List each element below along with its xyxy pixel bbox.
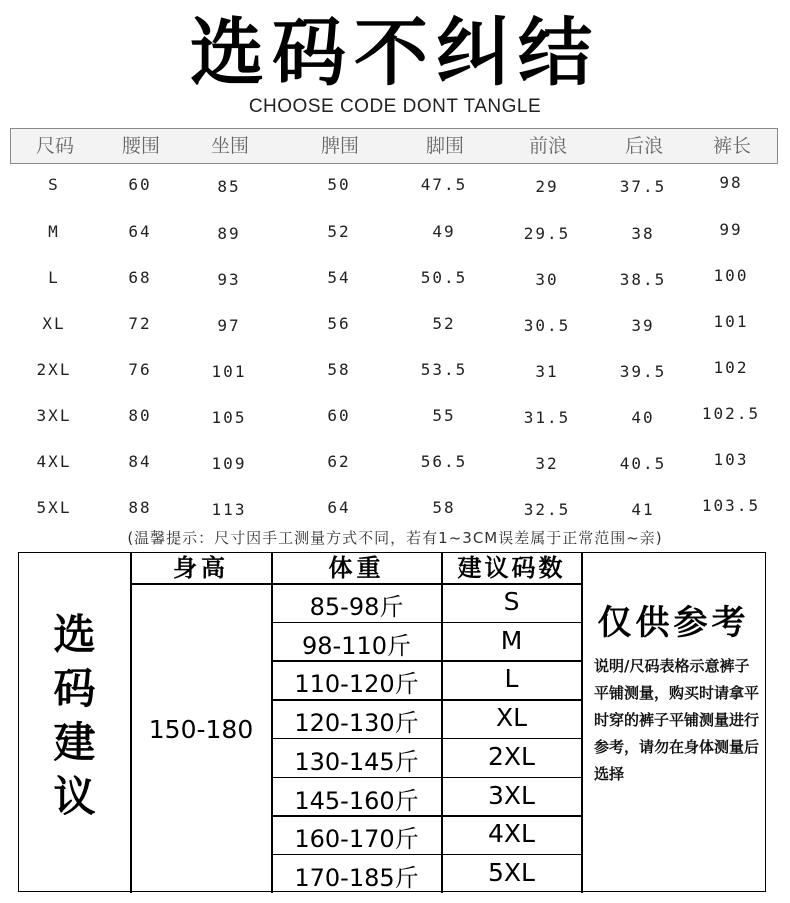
weight-range: 160-170斤 xyxy=(294,825,419,854)
recommended-size: 2XL xyxy=(488,741,535,771)
size-table-cell: 32 xyxy=(535,454,559,473)
weight-range: 130-145斤 xyxy=(294,747,419,776)
header-weight: 体重 xyxy=(328,554,385,582)
size-table-cell: 101 xyxy=(211,362,247,381)
size-header-cell: 坐围 xyxy=(210,135,250,157)
size-header-cell: 脾围 xyxy=(320,135,360,157)
recommend-label-char: 建 xyxy=(53,718,96,767)
size-table-cell: 50.5 xyxy=(420,268,468,287)
header-height: 身高 xyxy=(173,554,229,582)
header-recommended-size: 建议码数 xyxy=(457,554,566,582)
size-header-cell: 后浪 xyxy=(624,135,664,157)
size-table-cell: 38 xyxy=(631,224,655,243)
size-table-cell: 31.5 xyxy=(523,408,571,427)
size-table-cell: 105 xyxy=(211,408,247,427)
recommended-size: 3XL xyxy=(488,780,535,810)
size-table-cell: 93 xyxy=(217,270,241,289)
size-table-cell: 113 xyxy=(211,500,247,519)
size-table-cell: 56.5 xyxy=(420,452,468,471)
size-table-cell: 99 xyxy=(719,220,743,239)
size-recommendation-table xyxy=(18,552,766,892)
size-table-cell: 98 xyxy=(719,173,743,192)
recommended-size: 4XL xyxy=(488,819,535,849)
size-table-cell: 89 xyxy=(217,224,241,243)
size-table-cell: 32.5 xyxy=(523,500,571,519)
size-table-cell: 88 xyxy=(128,498,152,517)
weight-range: 170-185斤 xyxy=(294,863,419,892)
recommend-label xyxy=(19,608,130,824)
size-header-cell: 脚围 xyxy=(425,135,465,157)
size-table-cell: 3XL xyxy=(36,406,72,425)
size-table-cell: 72 xyxy=(128,314,152,333)
size-table-cell: 84 xyxy=(128,452,152,471)
size-table-cell: 60 xyxy=(128,175,152,194)
size-table-cell: 58 xyxy=(327,360,351,379)
size-header-cell: 前浪 xyxy=(528,135,568,157)
weight-range: 85-98斤 xyxy=(309,593,404,621)
size-table-cell: 37.5 xyxy=(619,177,667,196)
size-table-cell: L xyxy=(48,268,60,287)
page-title: 选码不纠结 xyxy=(190,10,600,96)
recommend-label-char: 议 xyxy=(53,772,96,821)
size-table-cell: S xyxy=(48,175,60,194)
size-table-cell: 54 xyxy=(327,268,351,287)
size-table-cell: 39 xyxy=(631,316,655,335)
size-table-cell: 85 xyxy=(217,177,241,196)
size-table-cell: 64 xyxy=(128,222,152,241)
size-table-cell: 39.5 xyxy=(619,362,667,381)
size-table-cell: 38.5 xyxy=(619,270,667,289)
size-table-cell: 29 xyxy=(535,177,559,196)
size-table-cell: 102.5 xyxy=(701,404,761,423)
weight-range: 145-160斤 xyxy=(294,786,419,815)
size-table-cell: 101 xyxy=(713,312,749,331)
height-range: 150-180 xyxy=(148,715,254,744)
grid-line xyxy=(130,583,582,585)
size-table-cell: 80 xyxy=(128,406,152,425)
size-table-cell: 49 xyxy=(432,222,456,241)
size-table-cell: 2XL xyxy=(36,360,72,379)
size-table-cell: 109 xyxy=(211,454,247,473)
size-table-cell: 102 xyxy=(713,358,749,377)
size-header-cell: 裤长 xyxy=(712,135,752,157)
size-table-cell: 97 xyxy=(217,316,241,335)
size-table-cell: 56 xyxy=(327,314,351,333)
size-table-cell: 30.5 xyxy=(523,316,571,335)
grid-line xyxy=(581,553,583,893)
size-table-cell: 64 xyxy=(327,498,351,517)
size-table-cell: 5XL xyxy=(36,498,72,517)
size-header-cell: 腰围 xyxy=(121,135,161,157)
size-table-cell: XL xyxy=(42,314,66,333)
size-table-cell: 103.5 xyxy=(701,496,761,515)
size-table-cell: 76 xyxy=(128,360,152,379)
size-table-cell: 52 xyxy=(432,314,456,333)
recommended-size: 5XL xyxy=(488,857,535,887)
size-table-cell: 58 xyxy=(432,498,456,517)
size-table-cell: M xyxy=(48,222,60,241)
recommend-label-char: 选 xyxy=(53,610,96,659)
size-table-cell: 50 xyxy=(327,175,351,194)
size-header-cell: 尺码 xyxy=(35,135,75,157)
size-table-cell: 62 xyxy=(327,452,351,471)
size-table-cell: 29.5 xyxy=(523,224,571,243)
size-table-cell: 41 xyxy=(631,500,655,519)
size-table-cell: 30 xyxy=(535,270,559,289)
size-table-cell: 103 xyxy=(713,450,749,469)
recommended-size: XL xyxy=(495,703,528,733)
recommended-size: M xyxy=(500,625,523,655)
recommended-size: S xyxy=(503,587,520,616)
measurement-note: (温馨提示：尺寸因手工测量方式不同，若有1~3CM误差属于正常范围~亲) xyxy=(127,529,663,547)
size-table-header xyxy=(10,128,778,164)
size-table-cell: 40 xyxy=(631,408,655,427)
reference-text: 说明/尺码表格示意裤子平铺测量，购买时请拿平时穿的裤子平铺测量进行参考，请勿在身体测量后选择 xyxy=(594,657,760,783)
size-table-cell: 53.5 xyxy=(420,360,468,379)
size-table-cell: 68 xyxy=(128,268,152,287)
size-table-cell: 100 xyxy=(713,266,749,285)
page-subtitle: CHOOSE CODE DONT TANGLE xyxy=(248,96,542,117)
size-table-cell: 55 xyxy=(432,406,456,425)
recommend-label-char: 码 xyxy=(53,664,96,713)
reference-title: 仅供参考 xyxy=(597,603,750,643)
weight-range: 98-110斤 xyxy=(301,631,411,660)
weight-range: 120-130斤 xyxy=(294,709,419,738)
size-table-cell: 47.5 xyxy=(420,175,468,194)
recommended-size: L xyxy=(504,664,519,694)
weight-range: 110-120斤 xyxy=(294,670,419,699)
size-table-cell: 52 xyxy=(327,222,351,241)
size-table-cell: 40.5 xyxy=(619,454,667,473)
size-table-cell: 4XL xyxy=(36,452,72,471)
size-table-cell: 60 xyxy=(327,406,351,425)
grid-line xyxy=(130,553,132,893)
size-table-cell: 31 xyxy=(535,362,559,381)
